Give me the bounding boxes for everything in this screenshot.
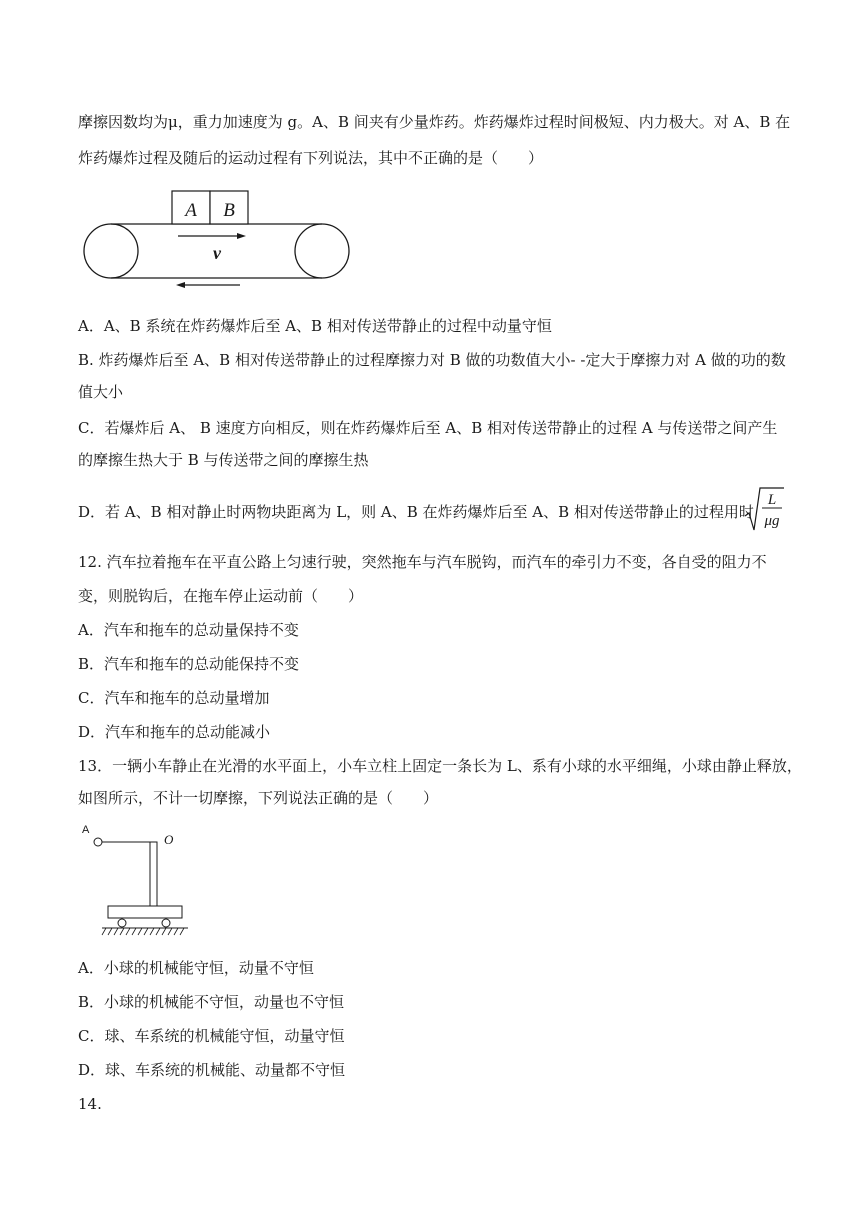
block-a-label: A	[185, 200, 197, 221]
q11-stem-line-1: 摩擦因数均为μ，重力加速度为 g。A、B 间夹有少量炸药。炸药爆炸过程时间极短、内力极大。对 A、B 在	[78, 113, 791, 131]
cart-pillar	[150, 842, 157, 906]
q11-option-b-line-2: 值大小	[78, 383, 124, 401]
q13-option-b: B．小球的机械能不守恒，动量也不守恒	[78, 993, 345, 1011]
cart-body	[108, 906, 182, 918]
left-pulley	[84, 224, 138, 278]
fraction-denominator: μg	[764, 513, 780, 529]
q11-option-b-line-1: B. 炸药爆炸后至 A、B 相对传送带静止的过程摩擦力对 B 做的功数值大小- -定大于摩擦力对 A 做的功的数	[78, 351, 786, 369]
q12-stem-line-2: 变，则脱钩后，在拖车停止运动前（ ）	[78, 587, 364, 605]
pendulum-ball	[94, 838, 102, 846]
q13-stem-line-1: 13．一辆小车静止在光滑的水平面上，小车立柱上固定一条长为 L、系有小球的水平细绳，小球由静止释放，	[78, 757, 802, 775]
q13-option-c: C．球、车系统的机械能守恒，动量守恒	[78, 1027, 345, 1045]
q12-stem-line-1: 12. 汽车拉着拖车在平直公路上匀速行驶，突然拖车与汽车脱钩，而汽车的牵引力不变，各自受的阻力不	[78, 553, 767, 571]
cart-wheel-left	[118, 919, 126, 927]
sqrt-formula	[744, 486, 784, 532]
q13-option-a: A．小球的机械能守恒，动量不守恒	[78, 959, 314, 977]
ground-hatching	[102, 928, 184, 935]
q14-number: 14.	[78, 1095, 102, 1113]
cart-pendulum-figure	[78, 820, 198, 940]
cart-wheel-right	[162, 919, 170, 927]
fraction-numerator: L	[767, 492, 777, 508]
q11-option-c-line-1: C．若爆炸后 A、 B 速度方向相反，则在炸药爆炸后至 A、B 相对传送带静止的过程 A 与传送带之间产生	[78, 419, 778, 437]
q11-option-c-line-2: 的摩擦生热大于 B 与传送带之间的摩擦生热	[78, 451, 369, 469]
q12-option-b: B．汽车和拖车的总动能保持不变	[78, 655, 300, 673]
velocity-label: v	[213, 243, 221, 263]
q12-option-d: D．汽车和拖车的总动能减小	[78, 723, 271, 741]
q11-stem-line-2: 炸药爆炸过程及随后的运动过程有下列说法，其中不正确的是（ ）	[78, 149, 544, 167]
right-pulley	[295, 224, 349, 278]
block-b-label: B	[223, 200, 235, 221]
label-o: O	[164, 832, 174, 847]
conveyor-belt-figure	[80, 188, 355, 288]
q11-option-d: D．若 A、B 相对静止时两物块距离为 L，则 A、B 在炸药爆炸后至 A、B 相对传送带静止的过程用时	[78, 503, 754, 521]
label-a: A	[82, 824, 90, 836]
q12-option-a: A．汽车和拖车的总动量保持不变	[78, 621, 299, 639]
q11-option-a: A．A、B 系统在炸药爆炸后至 A、B 相对传送带静止的过程中动量守恒	[78, 317, 552, 335]
q13-stem-line-2: 如图所示，不计一切摩擦，下列说法正确的是（ ）	[78, 789, 439, 807]
q13-option-d: D．球、车系统的机械能、动量都不守恒	[78, 1061, 346, 1079]
q12-option-c: C．汽车和拖车的总动量增加	[78, 689, 270, 707]
